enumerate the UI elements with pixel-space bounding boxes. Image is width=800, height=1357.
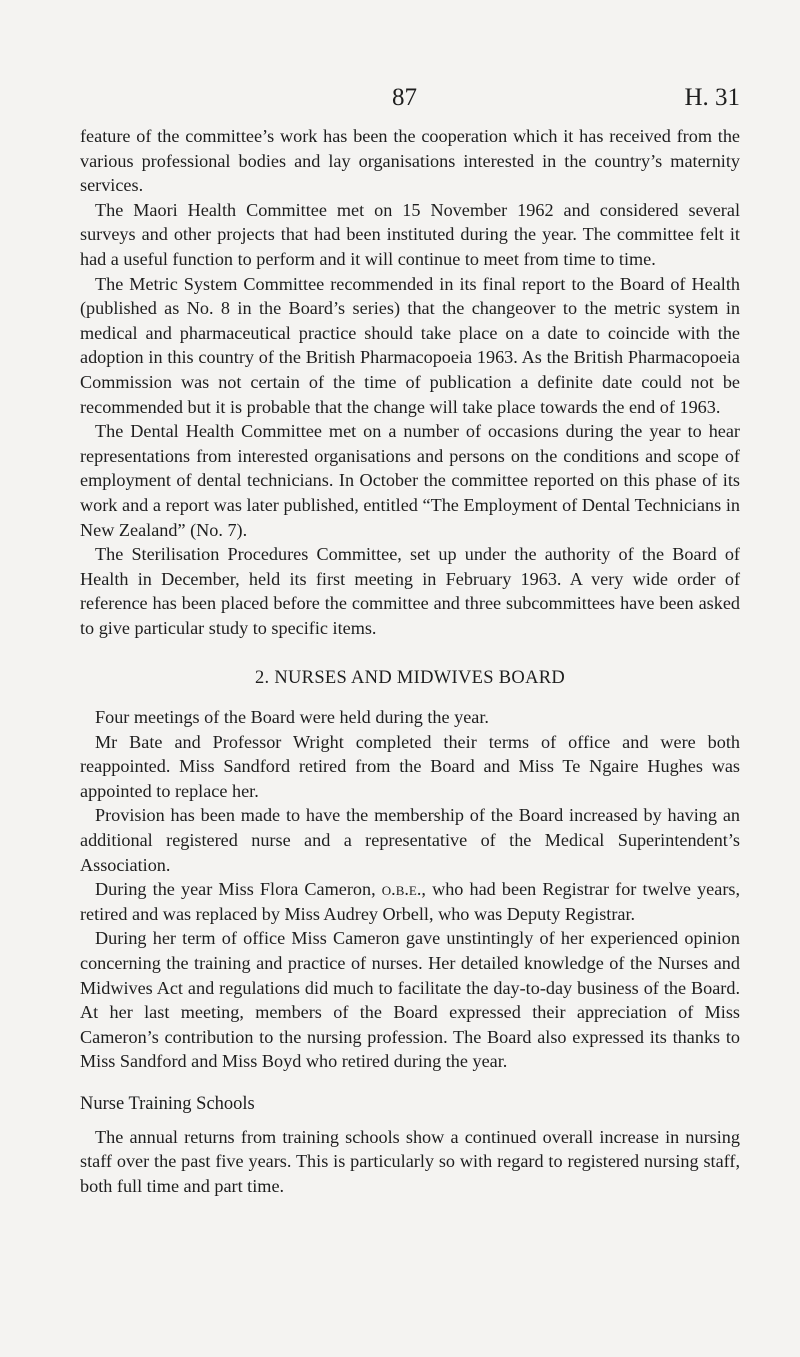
paragraph-membership: Provision has been made to have the membership of the Board increased by having an additional registered nurse and a representative of the Medical Superintendent’s Association. [80,805,740,875]
paragraph-training-schools: The annual returns from training schools show a continued overall increase in nursing staff over the past five years. This is particularly so with regard to registered nursing staff, both full time and part time. [80,1126,740,1196]
paragraph-continuation: feature of the committee’s work has been the cooperation which it has received from the various professional bodies and lay organisations interested in the country’s maternity services. [80,126,740,196]
paragraph-maori-health-committee: The Maori Health Committee met on 15 November 1962 and considered several surveys and other projects that had been instituted during the year. The committee felt it had a useful function to perform and it will continue to meet from time to time. [80,199,740,269]
paragraph-metric-system-committee: The Metric System Committee recommended in its final report to the Board of Health (published as No. 8 in the Board’s series) that the changeover to the metric system in medical and pharmaceutical practice should take place on a date to coincide with the adoption in this country of the British Pharmacopoeia 1963. As the British Pharmacopoeia Commission was not certain of the time of publication a definite date could not be recommended but it is probable that the change will take place towards the end of 1963. [80,273,740,417]
document-body [80,124,740,1198]
paragraph-cameron-tribute: During her term of office Miss Cameron gave unstintingly of her experienced opinion concerning the training and practice of nurses. Her detailed knowledge of the Nurses and Midwives Act and regulations did much to facilitate the day-to-day business of the Board. At her last meeting, members of the Board expressed their appreciation of Miss Cameron’s contribution to the nursing profession. The Board also expressed its thanks to Miss Sandford and Miss Boyd who retired during the year. [80,928,740,1072]
paragraph-sterilisation-committee: The Sterilisation Procedures Committee, set up under the authority of the Board of Health in December, held its first meeting in February 1963. A very wide order of reference has been placed before the committee and three subcommittees have been asked to give particular study to specific items. [80,544,740,638]
section-heading: 2. NURSES AND MIDWIVES BOARD [254,668,566,689]
paragraph-board-meetings: Four meetings of the Board were held during the year. [95,707,489,728]
page-number: 87 [392,84,417,111]
paragraph-dental-health-committee: The Dental Health Committee met on a number of occasions during the year to hear representations from interested organisations and persons on the conditions and scope of employment of dental technicians. In October the committee reported on this phase of its work and a report was later published, entitled “The Employment of Dental Technicians in New Zealand” (No. 7). [80,421,740,540]
page-header [80,84,740,124]
paragraph-registrar [80,877,740,926]
registrar-text-end: , who had been Registrar for twelve years, retired and was replaced by Miss Audrey Orbell, who was Deputy Registrar. [80,879,740,924]
honour-abbreviation: o.b.e. [381,879,422,900]
report-code: H. 31 [684,84,740,111]
subheading: Nurse Training Schools [80,1093,255,1114]
paragraph-reappointments: Mr Bate and Professor Wright completed their terms of office and were both reappointed. Miss Sandford retired from the Board and Miss Te Ngaire Hughes was appointed to replace her. [80,731,740,801]
document-page [80,84,740,1198]
registrar-text-start: During the year Miss Flora Cameron, [95,879,382,900]
